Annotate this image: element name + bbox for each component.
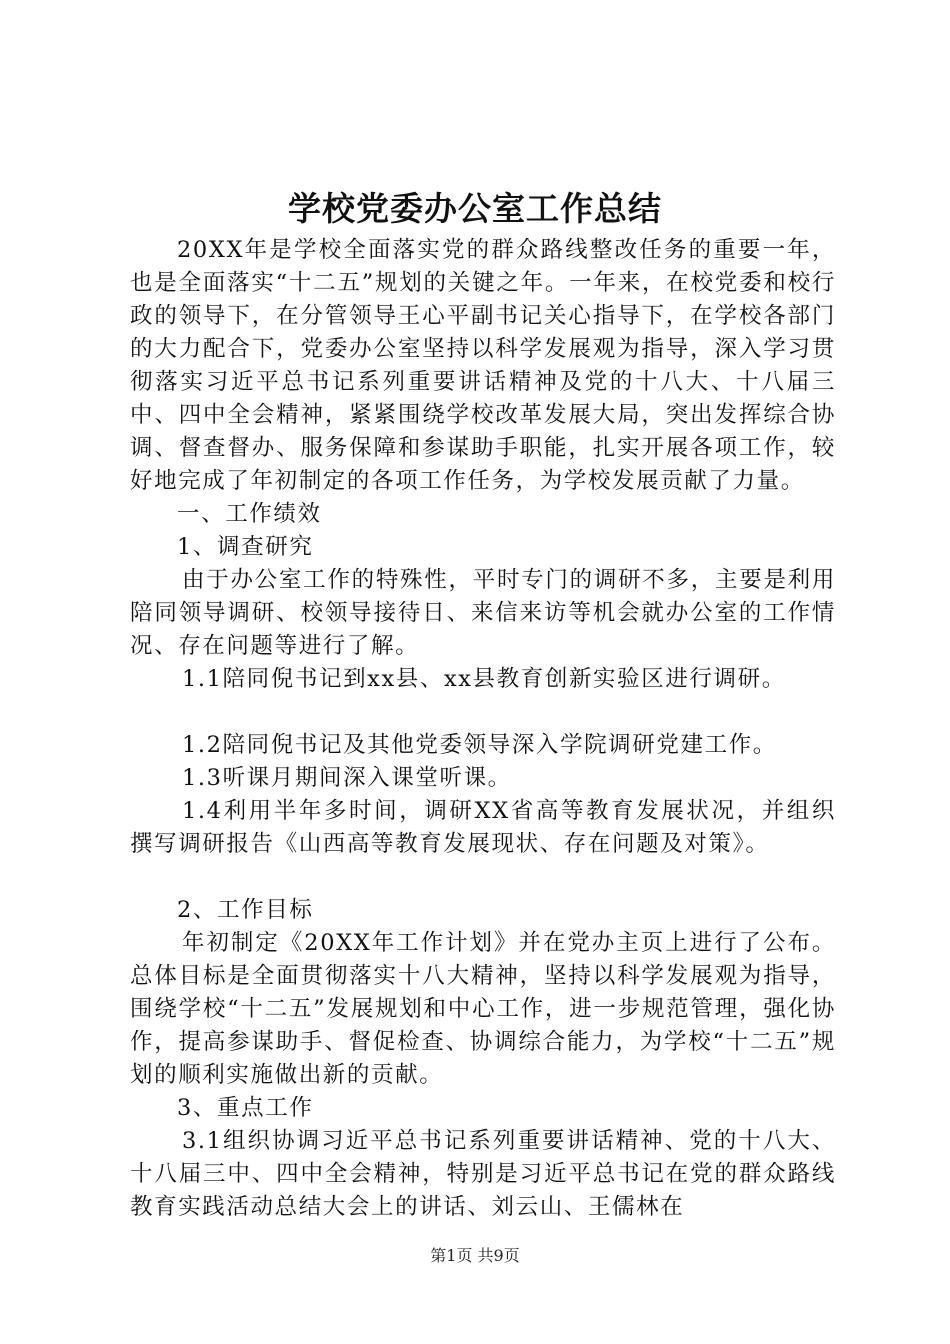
intro-paragraph: 20XX年是学校全面落实党的群众路线整改任务的重要一年，也是全面落实“十二五”规划的关键之年。一年来，在校党委和校行政的领导下，在分管领导王心平副书记关心指导下，在学校各部门的大力配合下，党委办公室坚持以科学发展观为指导，深入学习贯彻落实习近平总书记系列重要讲话精神及党的十八大、十八届三中、四中全会精神，紧紧围绕学校改革发展大局，突出发挥综合协调、督查督办、服务保障和参谋助手职能，扎实开展各项工作，较好地完成了年初制定的各项工作任务，为学校发展贡献了力量。	[130, 237, 836, 494]
section-heading: 一、工作绩效	[177, 501, 322, 527]
list-item: 1.1陪同倪书记到xx县、xx县教育创新实验区进行调研。	[182, 666, 786, 692]
blank-line	[130, 696, 836, 729]
list-item: 3.1组织协调习近平总书记系列重要讲话精神、党的十八大、十八届三中、四中全会精神，特别是习近平总书记在党的群众路线教育实践活动总结大会上的讲话、刘云山、王儒林在	[130, 1128, 836, 1220]
document-title: 学校党委办公室工作总结	[288, 189, 662, 228]
list-item: 1.2陪同倪书记及其他党委领导深入学院调研党建工作。	[182, 732, 777, 758]
body-paragraph: 年初制定《20XX年工作计划》并在党办主页上进行了公布。总体目标是全面贯彻落实十八大精神，坚持以科学发展观为指导，围绕学校“十二五”发展规划和中心工作，进一步规范管理，强化协作，提高参谋助手、督促检查、协调综合能力，为学校“十二五”规划的顺利实施做出新的贡献。	[130, 930, 836, 1088]
subsection-heading: 1、调查研究	[177, 534, 314, 560]
document-body	[130, 234, 836, 1224]
list-item: 1.3听课月期间深入课堂听课。	[182, 765, 512, 791]
subsection-heading: 2、工作目标	[177, 897, 314, 923]
blank-line	[130, 861, 836, 894]
subsection-heading: 3、重点工作	[177, 1095, 314, 1121]
page-number: 第1页 共9页	[430, 1246, 520, 1265]
list-item: 1.4利用半年多时间，调研XX省高等教育发展状况，并组织撰写调研报告《山西高等教育发展现状、存在问题及对策》。	[130, 798, 836, 857]
body-paragraph: 由于办公室工作的特殊性，平时专门的调研不多，主要是利用陪同领导调研、校领导接待日、来信来访等机会就办公室的工作情况、存在问题等进行了解。	[130, 567, 836, 659]
